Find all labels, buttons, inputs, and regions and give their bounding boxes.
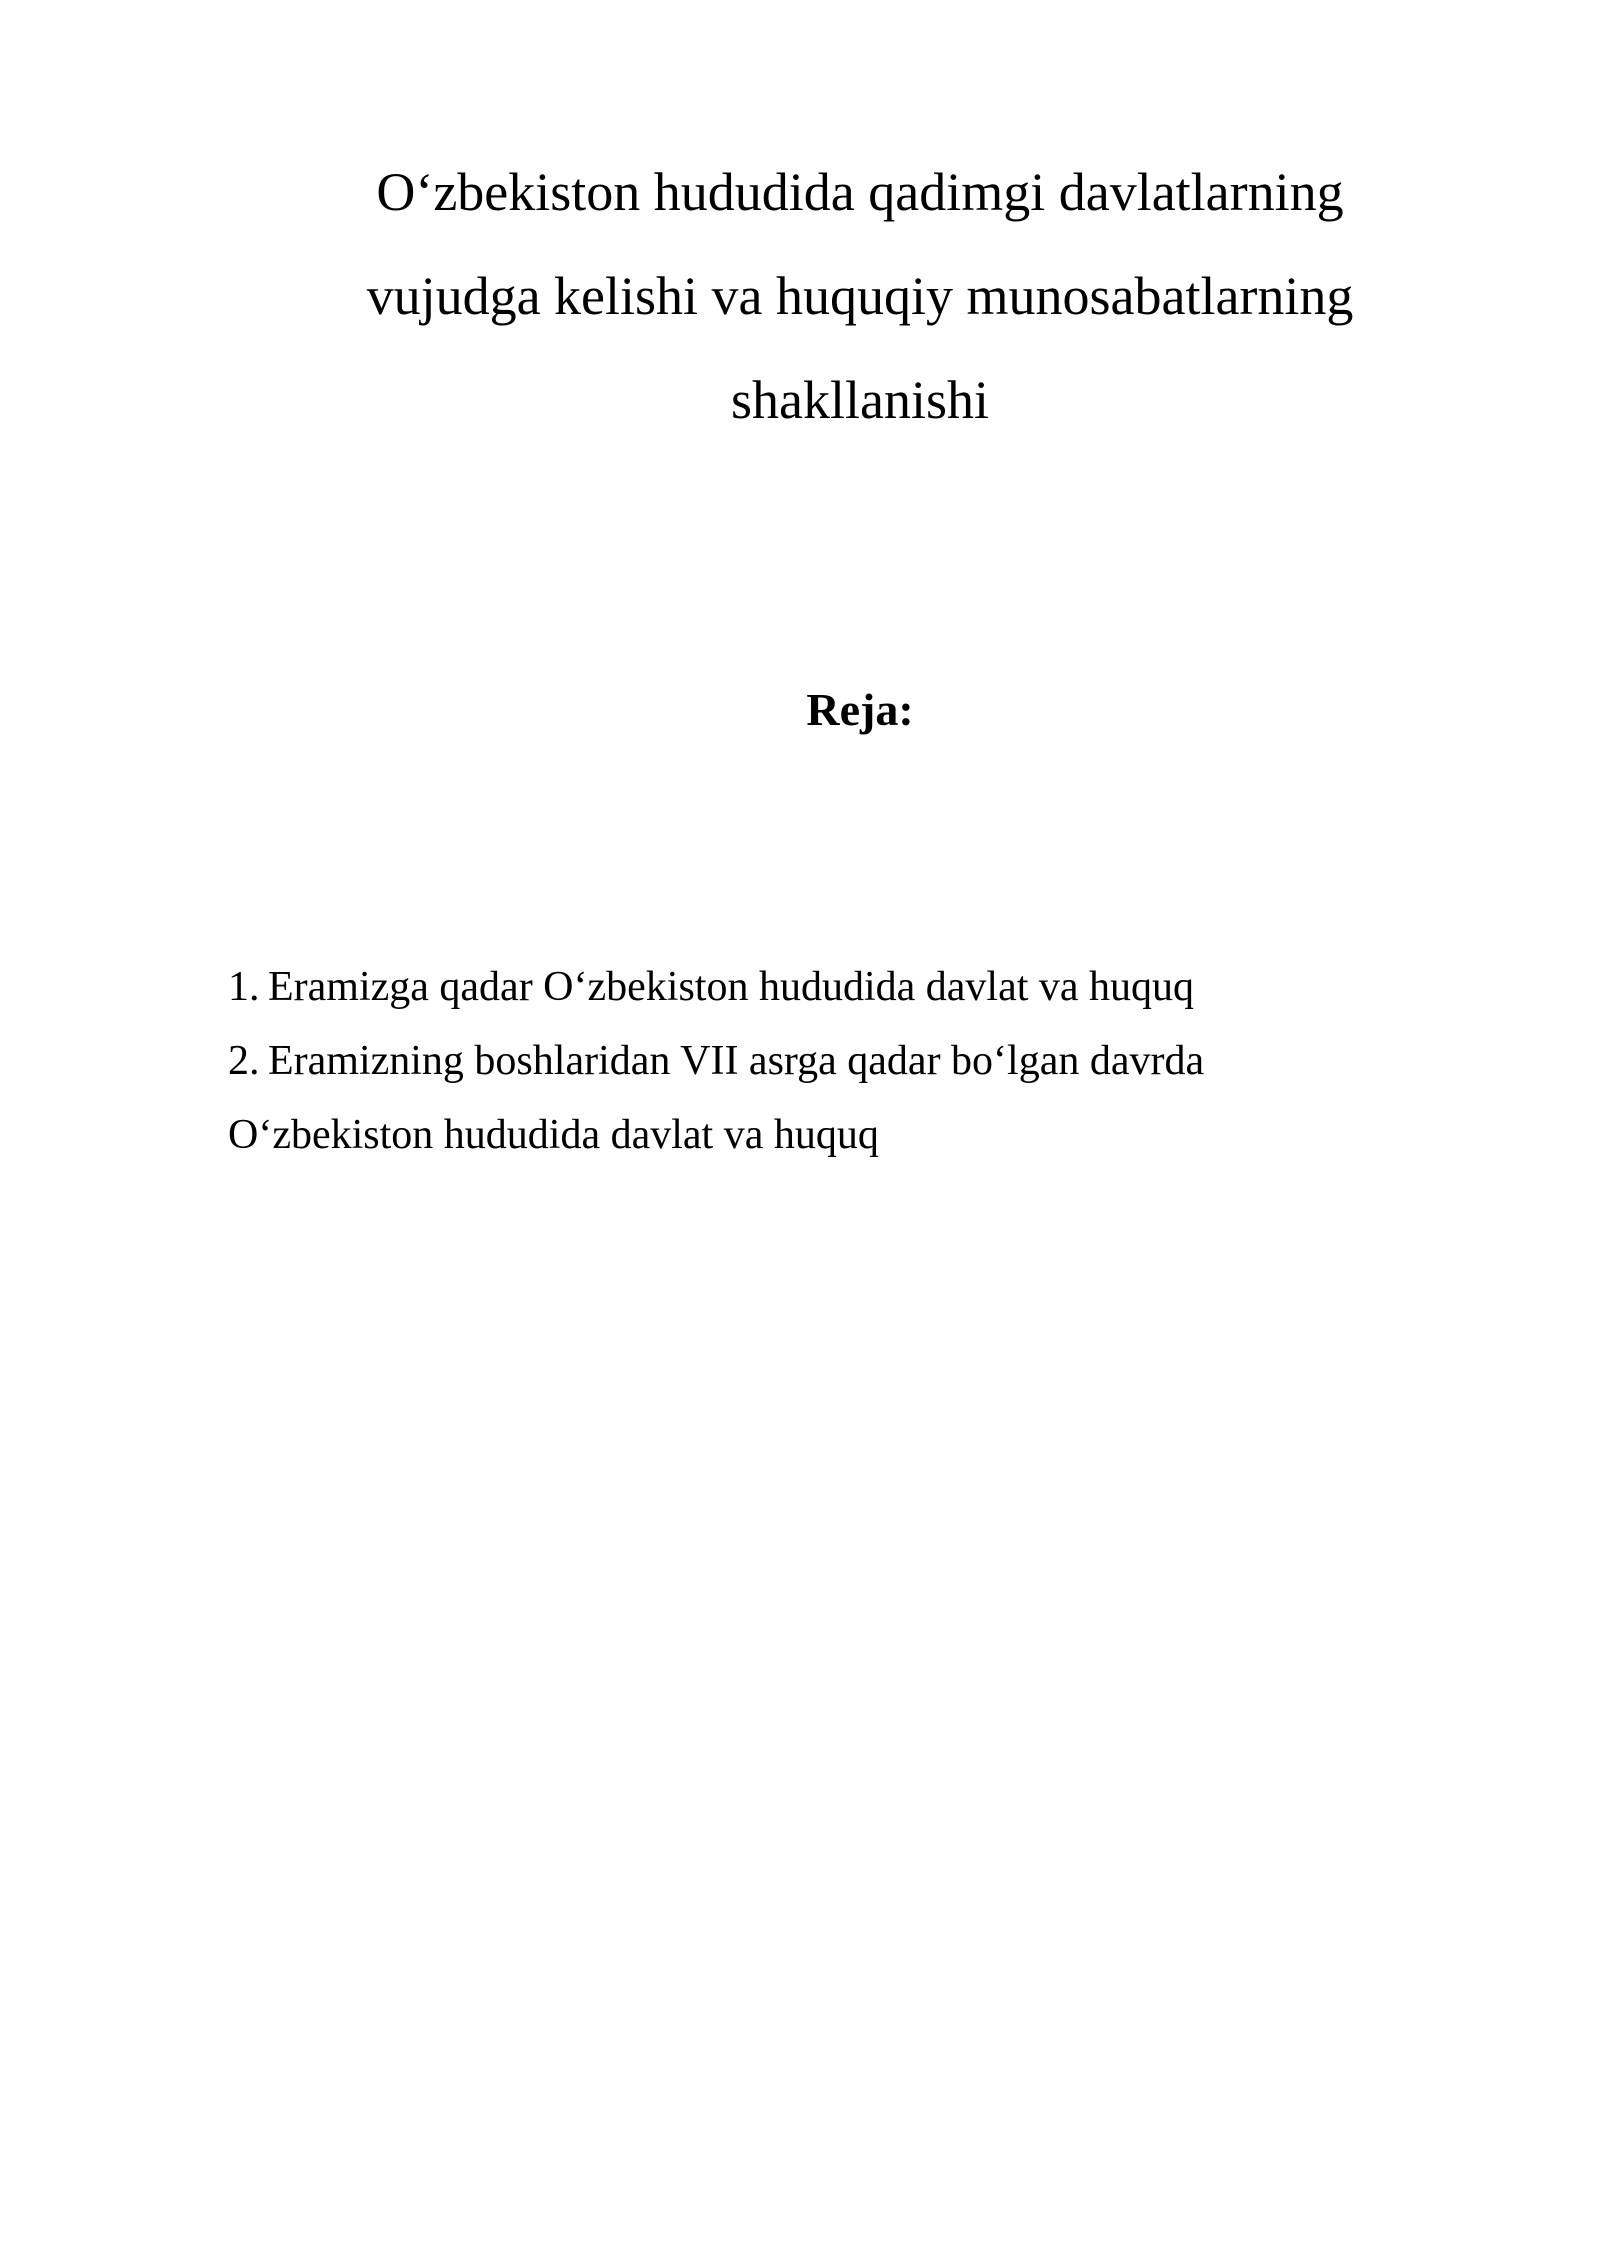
plan-item-text: Eramizga qadar O‘zbekiston hududida davlat va huquq <box>268 964 1195 1010</box>
title-line: vujudga kelishi va huquqiy munosabatlarning <box>366 266 1354 326</box>
plan-item-number: 1. <box>228 964 260 1010</box>
plan-item-continuation-text: O‘zbekiston hududida davlat va huquq <box>228 1112 879 1158</box>
plan-item-continuation <box>228 1098 1408 1172</box>
plan-heading: Reja: <box>806 684 914 735</box>
plan-item-text: Eramizning boshlaridan VII asrga qadar bo‘lgan davrda <box>268 1038 1205 1084</box>
plan-list <box>228 950 1408 1172</box>
plan-item-2 <box>228 1024 1408 1098</box>
title-line: shakllanishi <box>731 370 989 430</box>
title-line: O‘zbekiston hududida qadimgi davlatlarning <box>376 162 1344 222</box>
plan-item-number: 2. <box>228 1038 260 1084</box>
document-title <box>290 140 1430 452</box>
plan-item-1 <box>228 950 1408 1024</box>
